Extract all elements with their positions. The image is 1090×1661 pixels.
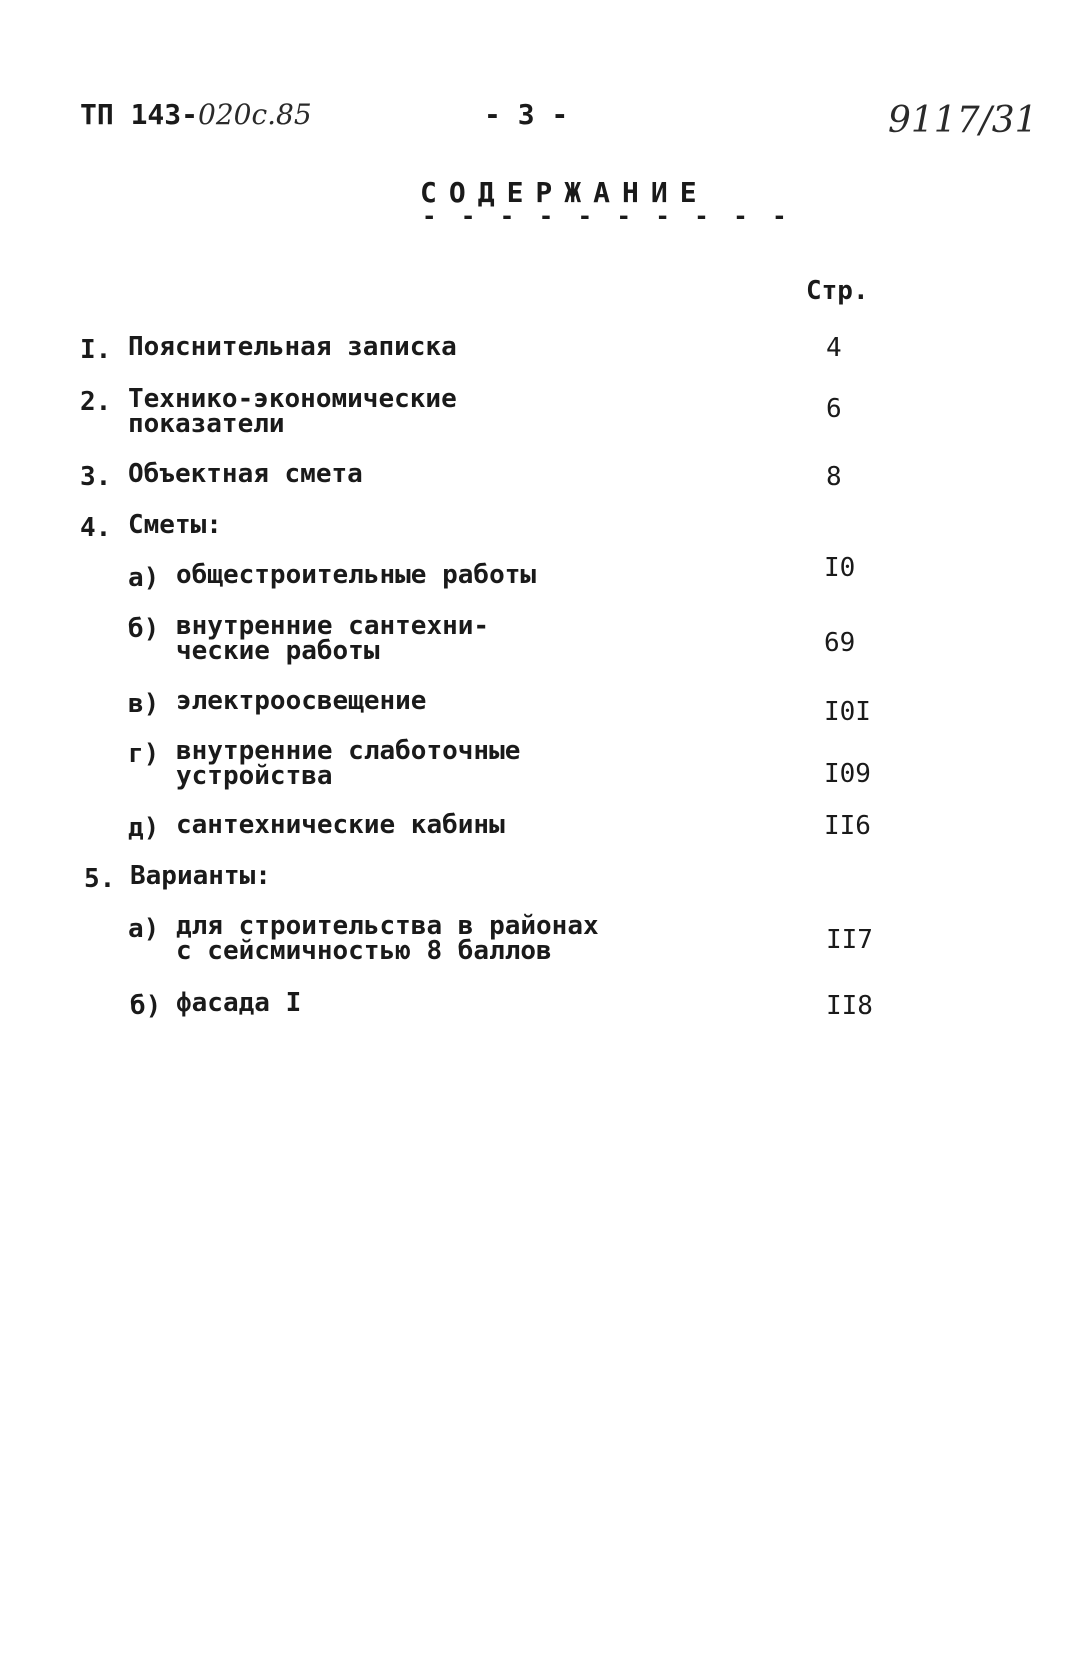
toc-entry-page: I09 bbox=[824, 759, 871, 789]
toc-entry-page: 8 bbox=[826, 462, 842, 492]
document-code-typed: ТП 143- bbox=[80, 98, 199, 131]
toc-entry-title: общестроительные работы bbox=[176, 560, 537, 590]
toc-entry-number: д) bbox=[128, 813, 160, 843]
toc-entry-page: 6 bbox=[826, 394, 842, 424]
toc-entry-page: II6 bbox=[824, 811, 871, 841]
toc-entry-title: ческие работы bbox=[176, 636, 380, 666]
inventory-number: 9117/31 bbox=[888, 100, 1038, 141]
document-code-handwritten: 020с.85 bbox=[198, 98, 312, 131]
toc-entry-page: I0I bbox=[824, 697, 871, 727]
page-number: - 3 - bbox=[484, 98, 569, 131]
toc-entry-title: электроосвещение bbox=[176, 686, 427, 716]
toc-entry-number: 5. bbox=[84, 864, 116, 894]
document-code bbox=[80, 98, 312, 131]
toc-entry-title: с сейсмичностью 8 баллов bbox=[176, 936, 552, 966]
toc-entry-page: II8 bbox=[826, 991, 873, 1021]
toc-entry-title: Технико-экономические bbox=[128, 384, 457, 414]
toc-entry-number: б) bbox=[128, 614, 160, 644]
title-underline: - - - - - - - - - - bbox=[422, 202, 792, 230]
toc-entry-title: сантехнические кабины bbox=[176, 810, 505, 840]
toc-entry-title: показатели bbox=[128, 409, 285, 439]
toc-entry-title: внутренние слаботочные bbox=[176, 736, 521, 766]
toc-entry-page: 4 bbox=[826, 333, 842, 363]
toc-entry-number: 4. bbox=[80, 513, 112, 543]
toc-entry-page: 69 bbox=[824, 628, 856, 658]
toc-entry-page: I0 bbox=[824, 553, 856, 583]
toc-entry-title: для строительства в районах bbox=[176, 911, 599, 941]
toc-entry-title: Объектная смета bbox=[128, 459, 363, 489]
toc-entry-number: а) bbox=[128, 563, 160, 593]
toc-entry-title: Пояснительная записка bbox=[128, 332, 457, 362]
toc-entry-page: II7 bbox=[826, 925, 873, 955]
toc-entry-title: Варианты: bbox=[130, 861, 271, 891]
toc-entry-number: г) bbox=[128, 739, 160, 769]
toc-entry-title: устройства bbox=[176, 761, 333, 791]
toc-entry-number: 3. bbox=[80, 462, 112, 492]
toc-entry-title: Сметы: bbox=[128, 510, 222, 540]
page-column-header: Стр. bbox=[806, 276, 869, 306]
toc-entry-number: I. bbox=[80, 335, 112, 365]
page-title: СОДЕРЖАНИЕ bbox=[420, 176, 709, 209]
toc-entry-number: б) bbox=[130, 991, 162, 1021]
toc-entry-number: 2. bbox=[80, 387, 112, 417]
toc-entry-title: внутренние сантехни- bbox=[176, 611, 490, 641]
toc-entry-number: а) bbox=[128, 914, 160, 944]
toc-entry-title: фасада I bbox=[176, 988, 302, 1018]
toc-entry-number: в) bbox=[128, 689, 160, 719]
